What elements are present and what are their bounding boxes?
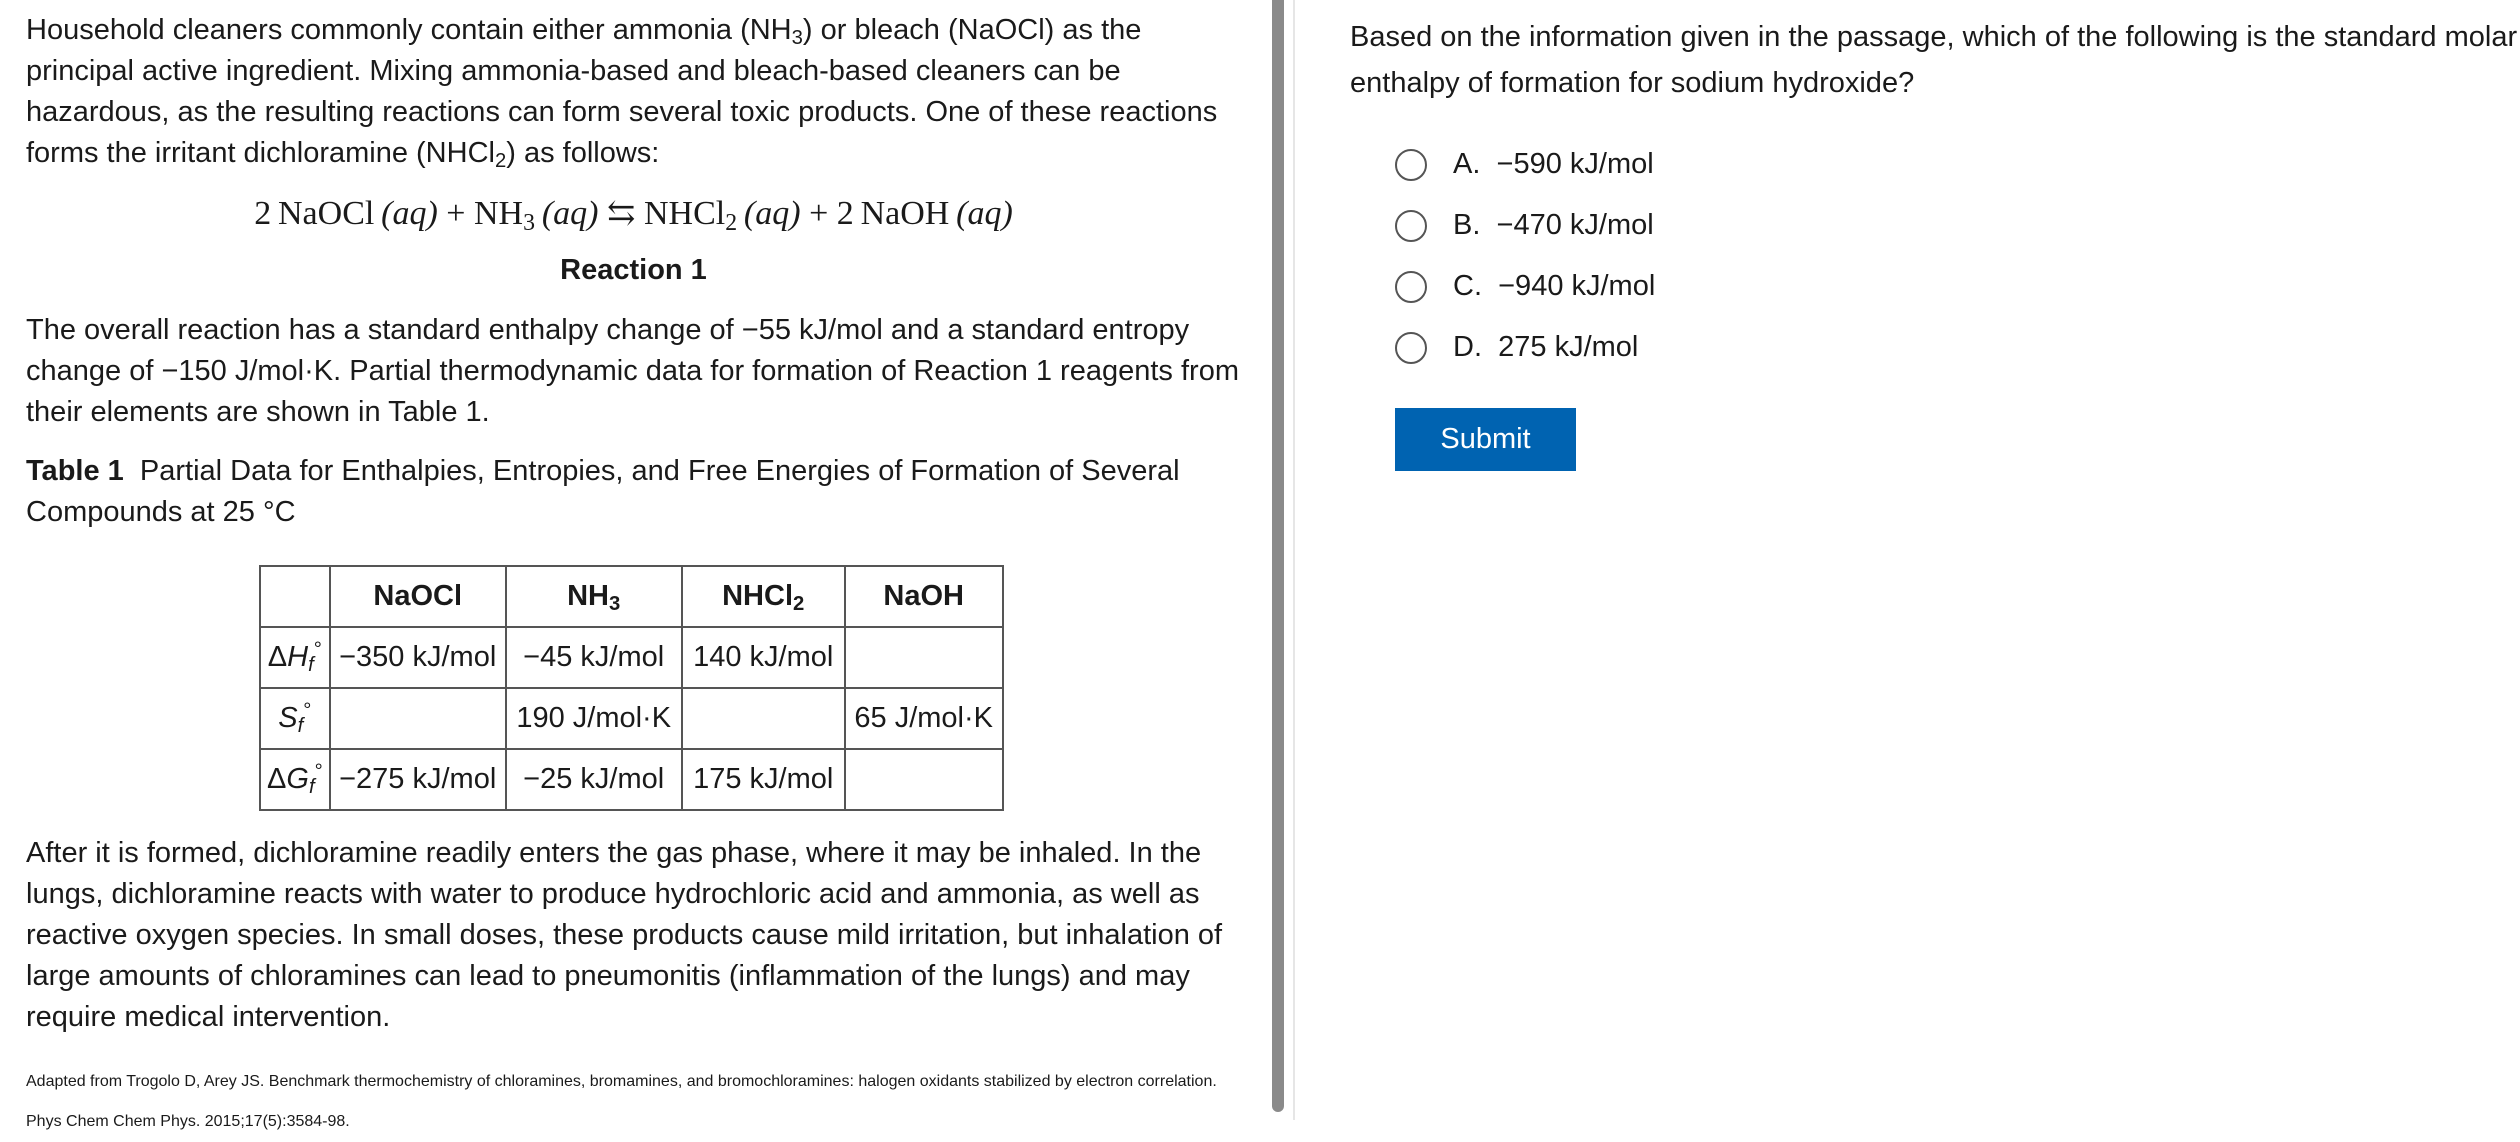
scrollbar-thumb[interactable] bbox=[1272, 0, 1284, 1112]
table-header-nhcl2: NHCl$_2$ bbox=[682, 566, 845, 627]
row-label-free-energy: $\Delta G_f^\circ$ bbox=[260, 749, 330, 810]
table-cell: 190 J/mol·K bbox=[506, 688, 682, 749]
table-cell bbox=[845, 749, 1003, 810]
table-cell: 65 J/mol·K bbox=[845, 688, 1003, 749]
table-row bbox=[260, 688, 1003, 749]
question-stem: Based on the information given in the passage, which of the following is the standard molar enthalpy of formation for sodium hydroxide? bbox=[1350, 21, 2518, 99]
table-cell: −45 kJ/mol bbox=[506, 627, 682, 688]
passage-paragraph-1: Household cleaners commonly contain either ammonia $(NH_3)$ or bleach (NaOCl) as the principal active ingredient. Mixing ammonia-based and bleach-based cleaners can be hazardous, as the resulting reactions can form several toxic products. One of these reactions forms the irritant dichloramine (NHCl$_2$) as follows: bbox=[26, 14, 1218, 173]
table-header-naocl: NaOCl bbox=[330, 566, 506, 627]
row-label-entropy: $S_f^\circ$ bbox=[260, 688, 330, 749]
table-corner-cell bbox=[260, 566, 330, 627]
choice-label: B. −470 kJ/mol bbox=[1453, 209, 1654, 241]
table-cell: −25 kJ/mol bbox=[506, 749, 682, 810]
passage-paragraph-2: The overall reaction has a standard enthalpy change of −55 kJ/mol and a standard entropy change of −150 J/mol·K. Partial thermodynamic data for formation of Reaction 1 reagents from their elements are shown in Table 1. bbox=[26, 314, 1239, 428]
table-cell bbox=[845, 627, 1003, 688]
passage-paragraph-3: After it is formed, dichloramine readily enters the gas phase, where it may be inhaled. In the lungs, dichloramine reacts with water to produce hydrochloric acid and ammonia, as well as reactive oxygen species. In small doses, these products cause mild irritation, but inhalation of large amounts of chloramines can lead to pneumonitis (inflammation of the lungs) and may require medical intervention. bbox=[26, 837, 1223, 1033]
reaction-label: Reaction 1 bbox=[560, 254, 707, 286]
table-header-nh3: $NH_3$ bbox=[506, 566, 682, 627]
table-caption: Table 1 Partial Data for Enthalpies, Entropies, and Free Energies of Formation of Several Compounds at 25 °C bbox=[26, 455, 1180, 528]
table-cell: 175 kJ/mol bbox=[682, 749, 845, 810]
table-cell: 140 kJ/mol bbox=[682, 627, 845, 688]
table-cell: −350 kJ/mol bbox=[330, 627, 506, 688]
choice-label: C. −940 kJ/mol bbox=[1453, 270, 1656, 302]
choice-label: D. 275 kJ/mol bbox=[1453, 331, 1639, 363]
citation: Adapted from Trogolo D, Arey JS. Benchmark thermochemistry of chloramines, bromamines, and bromochloramines: halogen oxidants stabilized by electron correlation. Phys Chem Chem Phys. 2015;17(5):3584-98. bbox=[26, 1073, 1217, 1130]
table-row bbox=[260, 749, 1003, 810]
table-cell bbox=[330, 688, 506, 749]
answer-choices bbox=[1350, 134, 2519, 378]
choice-d[interactable] bbox=[1395, 317, 2519, 378]
radio-button[interactable] bbox=[1395, 332, 1427, 364]
passage-pane[interactable] bbox=[0, 0, 1270, 1130]
table-row bbox=[260, 627, 1003, 688]
choice-c[interactable] bbox=[1395, 256, 2519, 317]
choice-a[interactable] bbox=[1395, 134, 2519, 195]
table-cell bbox=[682, 688, 845, 749]
submit-button[interactable]: Submit bbox=[1395, 408, 1576, 471]
row-label-enthalpy: $\Delta H_f^\circ$ bbox=[260, 627, 330, 688]
table-cell: −275 kJ/mol bbox=[330, 749, 506, 810]
table-header-row bbox=[260, 566, 1003, 627]
choice-label: A. −590 kJ/mol bbox=[1453, 148, 1654, 180]
radio-button[interactable] bbox=[1395, 210, 1427, 242]
choice-b[interactable] bbox=[1395, 195, 2519, 256]
thermo-data-table bbox=[259, 565, 1004, 811]
radio-button[interactable] bbox=[1395, 149, 1427, 181]
reaction-equation: 2 NaOCl $(aq) + NH_3$ (aq) ⇆ NHCl$_2$ (aq) + 2 NaOH (aq) bbox=[254, 195, 1013, 236]
radio-button[interactable] bbox=[1395, 271, 1427, 303]
question-pane bbox=[1295, 0, 2519, 1120]
table-header-naoh: NaOH bbox=[845, 566, 1003, 627]
